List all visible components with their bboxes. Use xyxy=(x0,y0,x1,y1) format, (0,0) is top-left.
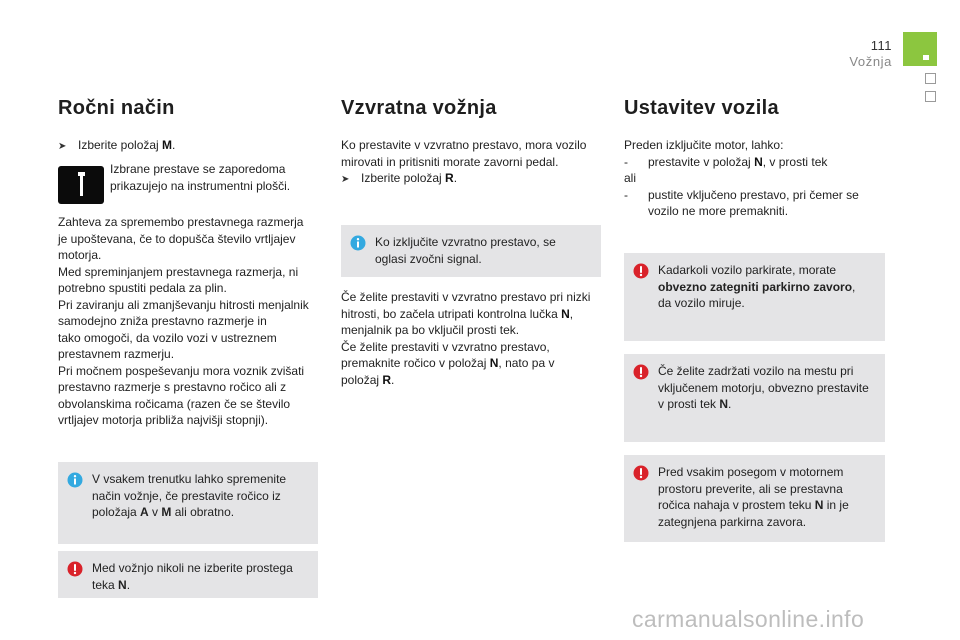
manual-mode-title: Ročni način xyxy=(58,97,175,119)
manual-mode-step: ➤ Izberite položaj M. xyxy=(58,137,318,156)
manual-mode-paragraph: Zahteva za spremembo prestavnega razmerja je upoštevana, če to dopušča število vrtljajev motorja. Med spreminjanjem prestavnega razmerja, ni potrebno spustiti pedala za plin. Pri zaviranju ali zmanjševanju hitrosti menjalnik samodejno zniža prestavno razmerje in tako omogoči, da vozilo vozi v ustreznem prestavnem razmerju. Pri močnem pospeševanju mora voznik zvišati prestavno razmerje s prestavno ročico ali z obvolanskima ročicama (razen če se število vrtljajev motorja približa najvišji stopnji). xyxy=(58,215,309,427)
reverse-paragraph: Če želite prestaviti v vzvratno prestavo pri nizki hitrosti, bo začela utripati kontrolna lučka N, menjalnik pa bo vključil prosti tek. Če želite prestaviti v vzvratno prestavo, premaknite ročico v položaj N, nato pa v položaj R. xyxy=(341,290,591,387)
watermark: carmanualsonline.info xyxy=(632,606,865,632)
info-icon xyxy=(67,472,83,488)
chapter-tab[interactable] xyxy=(903,32,937,66)
reverse-title: Vzvratna vožnja xyxy=(341,97,497,119)
arrow-bullet-icon: ➤ xyxy=(58,141,67,152)
info-note-reverse-signal: Ko izključite vzvratno prestavo, se oglasi zvočni signal. xyxy=(341,225,601,277)
tab-marker xyxy=(923,55,929,60)
warning-note-engine-work: Pred vsakim posegom v motornem prostoru preverite, ali se prestavna ročica nahaja v prostem teku N in je zategnjena parkirna zavora. xyxy=(624,455,885,542)
stopping-intro: Preden izključite motor, lahko: - prestavite v položaj N, v prosti tek ali - pustite vključeno prestavo, pri čemer se vozilo ne more premakniti. xyxy=(624,138,859,218)
chapter-square-2[interactable] xyxy=(925,91,936,102)
warning-note-engine-running: Če želite zadržati vozilo na mestu pri vključenem motorju, obvezno prestavite v prosti tek N. xyxy=(624,354,885,442)
info-icon xyxy=(350,235,366,251)
warning-note-parking-brake: Kadarkoli vozilo parkirate, morate obvezno zategniti parkirno zavoro, da vozilo miruje. xyxy=(624,253,885,341)
gear-display-text: Izbrane prestave se zaporedoma prikazujejo na instrumentni plošči. xyxy=(110,162,291,193)
warning-icon xyxy=(633,263,649,279)
info-note-mode-change: V vsakem trenutku lahko spremenite način vožnje, če prestavite ročico iz položaja A v M ali obratno. xyxy=(58,462,318,544)
warning-icon xyxy=(633,465,649,481)
section-name: Vožnja xyxy=(849,54,892,69)
page-number: 111 xyxy=(870,38,892,53)
warning-note-neutral: Med vožnjo nikoli ne izberite prostega teka N. xyxy=(58,551,318,598)
warning-icon xyxy=(67,561,83,577)
reverse-intro: Ko prestavite v vzvratno prestavo, mora vozilo mirovati in pritisniti morate zavorni pedal. ➤ Izberite položaj R. xyxy=(341,137,603,189)
arrow-bullet-icon: ➤ xyxy=(341,174,350,185)
chapter-square-1[interactable] xyxy=(925,73,936,84)
stopping-title: Ustavitev vozila xyxy=(624,97,779,119)
gear-indicator-icon xyxy=(58,166,104,204)
warning-icon xyxy=(633,364,649,380)
